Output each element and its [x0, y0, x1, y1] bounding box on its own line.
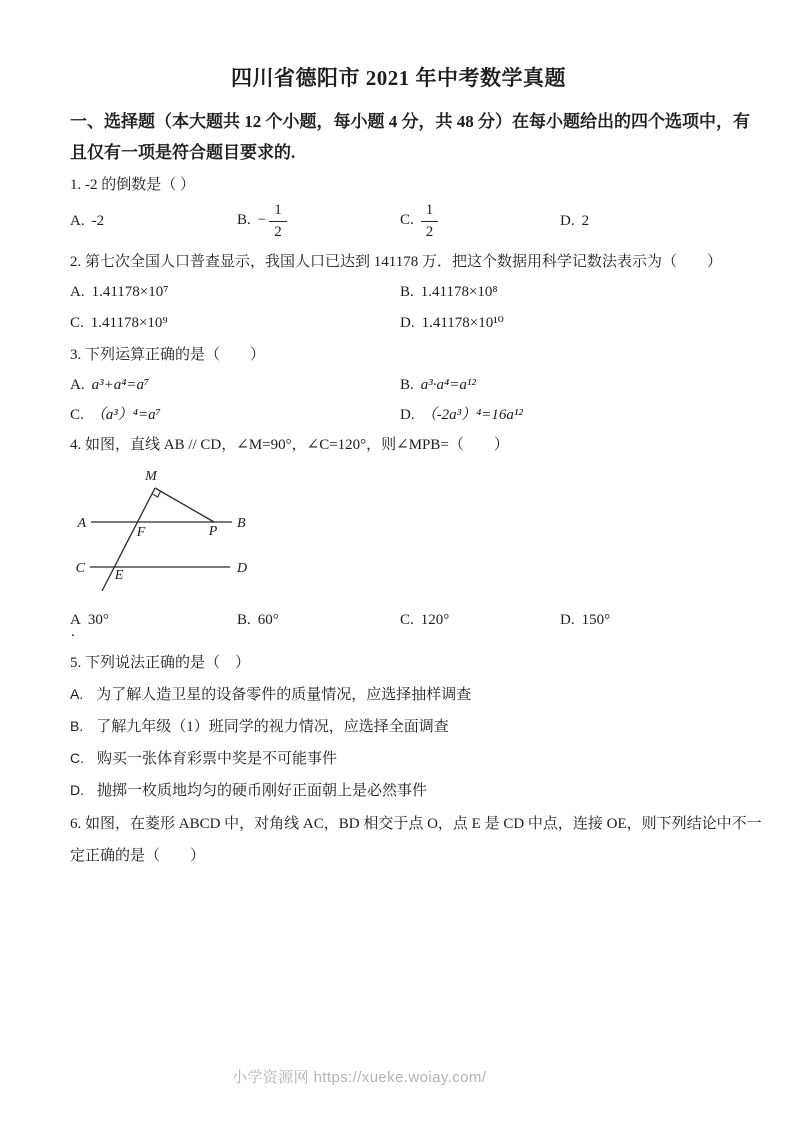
question-1-option-c [400, 201, 560, 242]
option-value: 1.41178×10¹⁰ [421, 315, 504, 331]
question-2-stem: 2. 第七次全国人口普查显示，我国人口已达到 141178 万．把这个数据用科学记数法表示为（ ） [70, 254, 722, 270]
option-value: 2 [581, 213, 590, 229]
question-2-option-a [70, 281, 400, 303]
option-value: 60° [257, 612, 279, 628]
option-value: （-2a³）⁴=16a¹² [421, 407, 523, 423]
question-5-option-d [70, 779, 727, 802]
option-value: a³·a⁴=a¹² [420, 377, 476, 393]
option-label: B. [237, 212, 251, 229]
question-3-options-row2 [70, 404, 727, 426]
question-4-geometry-diagram [62, 458, 342, 606]
option-label: B. [400, 377, 414, 393]
option-value: 购买一张体育彩票中奖是不可能事件 [97, 751, 338, 767]
option-label: A [70, 612, 81, 628]
option-value: 了解九年级（1）班同学的视力情况，应选择全面调查 [96, 719, 449, 735]
question-4-option-a [70, 609, 237, 631]
option-value: 为了解人造卫星的设备零件的质量情况，应选择抽样调查 [96, 687, 472, 703]
question-1-option-b [237, 201, 400, 242]
option-label: A. [70, 213, 85, 229]
option-label: A. [70, 284, 85, 300]
point-label-D: D [237, 561, 248, 576]
option-label: A. [70, 377, 85, 393]
section-1-heading-line1: 一、选择题（本大题共 12 个小题，每小题 4 分，共 48 分）在每小题给出的四个选项中，有 [70, 112, 750, 131]
watermark-footer: 小学资源网 https://xueke.woiay.com/ [232, 1069, 487, 1086]
question-2-option-b [400, 281, 727, 303]
question-1-options [70, 198, 727, 244]
option-value: 150° [581, 612, 611, 628]
fraction-denominator: 2 [274, 223, 282, 240]
option-label: D. [400, 315, 415, 331]
option-value: 抛掷一枚质地均匀的硬币刚好正面朝上是必然事件 [97, 783, 428, 799]
question-4-option-c [400, 609, 560, 631]
option-value: a³+a⁴=a⁷ [91, 377, 150, 393]
option-value: 1.41178×10⁷ [91, 284, 169, 300]
question-1-option-a [70, 210, 237, 232]
question-4-option-b [237, 609, 400, 631]
question-2-options-row1 [70, 281, 727, 303]
option-value: （a³）⁴=a⁷ [90, 407, 161, 423]
point-label-C: C [75, 561, 85, 576]
option-value: -2 [91, 213, 105, 229]
option-label: A. [70, 686, 84, 702]
option-label: D. [560, 213, 575, 229]
question-4-option-d [560, 609, 727, 631]
option-label: C. [70, 407, 84, 423]
page-title: 四川省德阳市 2021 年中考数学真题 [231, 66, 566, 90]
question-5-option-a [70, 683, 727, 706]
transversal-line-MFE [102, 488, 155, 591]
question-6-stem-line2: 定正确的是（ ） [70, 848, 206, 864]
question-1-option-d [560, 210, 727, 232]
fraction-numerator: 1 [421, 201, 439, 222]
question-4-options [70, 609, 727, 631]
option-value: 1.41178×10⁹ [90, 315, 168, 331]
question-5-option-b [70, 715, 727, 738]
option-label: B. [70, 718, 84, 734]
fraction-denominator: 2 [425, 223, 434, 240]
option-label: D. [560, 612, 575, 628]
question-3-option-b [400, 374, 727, 396]
question-4-stem: 4. 如图，直线 AB // CD，∠M=90°，∠C=120°，则∠MPB=（ ） [70, 437, 509, 453]
question-1-stem: 1. -2 的倒数是（ ） [70, 177, 195, 193]
section-1-heading-line2: 且仅有一项是符合题目要求的. [70, 143, 296, 162]
section-1-heading [70, 106, 750, 168]
point-label-F: F [136, 525, 146, 540]
question-3-stem: 3. 下列运算正确的是（ ） [70, 347, 266, 363]
question-5-stem: 5. 下列说法正确的是（ ） [70, 655, 251, 671]
point-label-P: P [208, 524, 218, 539]
question-6-stem-line1: 6. 如图，在菱形 ABCD 中，对角线 AC，BD 相交于点 O，点 E 是 CD 中点，连接 OE，则下列结论中不一 [70, 816, 762, 832]
fraction [421, 201, 439, 242]
scan-artifact-period: . [71, 624, 75, 640]
question-3-option-a [70, 374, 400, 396]
question-3-options-row1 [70, 374, 727, 396]
option-label: D. [400, 407, 415, 423]
fraction [269, 201, 287, 242]
option-label: B. [400, 284, 414, 300]
option-value: 1.41178×10⁸ [420, 284, 498, 300]
option-label: B. [237, 612, 251, 628]
question-3-option-c [70, 404, 400, 426]
question-2-options-row2 [70, 312, 727, 334]
fraction-sign: − [257, 212, 267, 229]
option-label: D. [70, 782, 84, 798]
point-label-B: B [237, 516, 246, 531]
option-label: C. [400, 612, 414, 628]
segment-MP [155, 488, 214, 522]
point-label-A: A [77, 516, 86, 531]
fraction-numerator: 1 [269, 201, 287, 222]
option-label: C. [400, 212, 414, 229]
option-value: 120° [420, 612, 450, 628]
question-3-option-d [400, 404, 727, 426]
question-5-option-c [70, 747, 727, 770]
option-value: 30° [87, 612, 109, 628]
point-label-M: M [145, 469, 157, 484]
question-2-option-d [400, 312, 727, 334]
option-label: C. [70, 750, 84, 766]
question-2-option-c [70, 312, 400, 334]
option-label: C. [70, 315, 84, 331]
point-label-E: E [114, 568, 124, 583]
